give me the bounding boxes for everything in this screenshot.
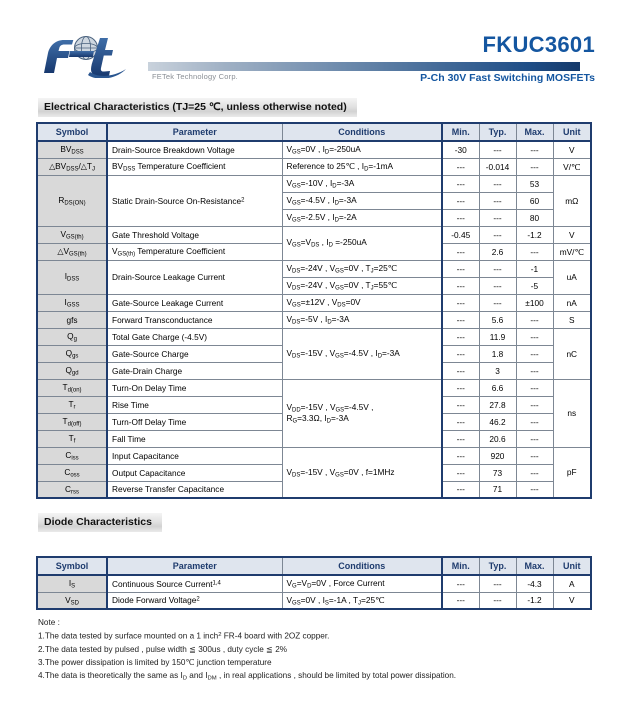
diode-cell-max: -1.2 — [516, 592, 553, 609]
diode-characteristics-table — [36, 556, 592, 610]
electrical-cell-parameter: $BV_{DSS}$ Temperature Coefficient — [107, 158, 282, 175]
electrical-cell-min: --- — [442, 396, 479, 413]
electrical-table-row — [37, 311, 591, 328]
electrical-cell-parameter: Gate-Source Charge — [107, 345, 282, 362]
electrical-cell-typ: 5.6 — [479, 311, 516, 328]
electrical-cell-max: --- — [516, 464, 553, 481]
electrical-cell-min: -30 — [442, 141, 479, 158]
electrical-cell-symbol: $\triangle V_{GS(th)}$ — [37, 243, 107, 260]
electrical-cell-symbol: $C_{iss}$ — [37, 447, 107, 464]
electrical-cell-min: --- — [442, 481, 479, 498]
electrical-cell-unit: nC — [553, 328, 591, 379]
electrical-cell-max: 80 — [516, 209, 553, 226]
electrical-cell-conditions: $V_{DD}=-15V$ , $V_{GS}=-4.5V$ , $R_G=3.3\Omega$, $I_D=-3A$ — [282, 379, 442, 447]
note-item: 4.The data is theoretically the same as $I_D$ and $I_{DM}$ , in real applications , should be limited by total power dissipation. — [38, 671, 457, 682]
electrical-cell-symbol: $T_{d(off)}$ — [37, 413, 107, 430]
electrical-cell-conditions: $V_{DS}=-15V$ , $V_{GS}=-4.5V$ , $I_D=-3A$ — [282, 328, 442, 379]
electrical-cell-typ: --- — [479, 209, 516, 226]
diode-col-header-parameter: Parameter — [107, 557, 282, 575]
electrical-cell-parameter: Rise Time — [107, 396, 282, 413]
electrical-cell-unit: pF — [553, 447, 591, 498]
electrical-cell-conditions: $V_{GS}=V_{DS}$ , $I_D =-250uA$ — [282, 226, 442, 260]
diode-cell-min: --- — [442, 592, 479, 609]
electrical-cell-unit: uA — [553, 260, 591, 294]
electrical-cell-conditions: $V_{DS}=-5V$ , $I_D=-3A$ — [282, 311, 442, 328]
electrical-cell-conditions: $V_{DS}=-24V$ , $V_{GS}=0V$ , $T_J=55℃$ — [282, 277, 442, 294]
electrical-cell-typ: --- — [479, 294, 516, 311]
electrical-table-row — [37, 175, 591, 192]
electrical-cell-conditions: $V_{GS}=-4.5V$ , $I_D=-3A$ — [282, 192, 442, 209]
electrical-cell-typ: 73 — [479, 464, 516, 481]
electrical-cell-typ: 6.6 — [479, 379, 516, 396]
electrical-characteristics-table — [36, 122, 592, 499]
electrical-cell-unit: nA — [553, 294, 591, 311]
electrical-cell-parameter: Input Capacitance — [107, 447, 282, 464]
electrical-cell-min: --- — [442, 192, 479, 209]
diode-col-header-typ: Typ. — [479, 557, 516, 575]
electrical-cell-min: --- — [442, 311, 479, 328]
electrical-cell-min: --- — [442, 260, 479, 277]
electrical-cell-unit: mV/℃ — [553, 243, 591, 260]
electrical-cell-typ: 3 — [479, 362, 516, 379]
col-header-symbol: Symbol — [37, 123, 107, 141]
electrical-cell-max: --- — [516, 311, 553, 328]
note-item: 3.The power dissipation is limited by 150℃ junction temperature — [38, 658, 272, 668]
electrical-cell-min: --- — [442, 175, 479, 192]
electrical-cell-max: 53 — [516, 175, 553, 192]
electrical-cell-max: --- — [516, 379, 553, 396]
col-header-parameter: Parameter — [107, 123, 282, 141]
electrical-cell-conditions: $V_{GS}=\pm 12V$ , $V_{DS}=0V$ — [282, 294, 442, 311]
electrical-table-row — [37, 379, 591, 396]
electrical-cell-parameter: Gate-Source Leakage Current — [107, 294, 282, 311]
diode-cell-min: --- — [442, 575, 479, 592]
electrical-cell-max: --- — [516, 396, 553, 413]
electrical-cell-min: --- — [442, 379, 479, 396]
electrical-cell-min: --- — [442, 413, 479, 430]
electrical-cell-max: --- — [516, 141, 553, 158]
electrical-cell-unit: V/℃ — [553, 158, 591, 175]
col-header-min: Min. — [442, 123, 479, 141]
electrical-cell-max: -1 — [516, 260, 553, 277]
electrical-cell-conditions: $V_{DS}=-15V$ , $V_{GS}=0V$ , f=1MHz — [282, 447, 442, 498]
electrical-cell-typ: 27.8 — [479, 396, 516, 413]
electrical-cell-symbol: $T_{d(on)}$ — [37, 379, 107, 396]
electrical-cell-symbol: $Q_{gs}$ — [37, 345, 107, 362]
electrical-table-row — [37, 158, 591, 175]
electrical-cell-typ: 46.2 — [479, 413, 516, 430]
electrical-cell-symbol: $\triangle BV_{DSS}/\triangle T_J$ — [37, 158, 107, 175]
diode-table-body — [37, 575, 591, 609]
electrical-cell-symbol: $T_r$ — [37, 396, 107, 413]
page-header — [0, 0, 625, 84]
electrical-cell-max: -1.2 — [516, 226, 553, 243]
electrical-cell-min: --- — [442, 345, 479, 362]
part-number: FKUC3601 — [482, 32, 595, 57]
electrical-cell-max: --- — [516, 328, 553, 345]
electrical-cell-symbol: $T_f$ — [37, 430, 107, 447]
diode-cell-max: -4.3 — [516, 575, 553, 592]
electrical-cell-typ: 20.6 — [479, 430, 516, 447]
col-header-max: Max. — [516, 123, 553, 141]
electrical-section-heading: Electrical Characteristics (TJ=25 ℃, unless otherwise noted) — [38, 98, 357, 117]
electrical-cell-max: --- — [516, 481, 553, 498]
diode-table-row — [37, 592, 591, 609]
electrical-table-row — [37, 294, 591, 311]
electrical-cell-max: ±100 — [516, 294, 553, 311]
electrical-cell-unit: ns — [553, 379, 591, 447]
electrical-cell-conditions: $V_{DS}=-24V$ , $V_{GS}=0V$ , $T_J=25℃$ — [282, 260, 442, 277]
electrical-cell-typ: 1.8 — [479, 345, 516, 362]
electrical-table-row — [37, 260, 591, 277]
diode-col-header-unit: Unit — [553, 557, 591, 575]
electrical-cell-max: --- — [516, 158, 553, 175]
electrical-cell-typ: --- — [479, 175, 516, 192]
electrical-cell-min: --- — [442, 294, 479, 311]
electrical-cell-parameter: $V_{GS(th)}$ Temperature Coefficient — [107, 243, 282, 260]
notes-heading: Note : — [38, 618, 60, 627]
electrical-cell-typ: -0.014 — [479, 158, 516, 175]
electrical-cell-symbol: $C_{rss}$ — [37, 481, 107, 498]
col-header-typ: Typ. — [479, 123, 516, 141]
header-gradient-bar — [148, 62, 580, 71]
electrical-cell-parameter: Drain-Source Leakage Current — [107, 260, 282, 294]
electrical-cell-unit: V — [553, 226, 591, 243]
electrical-cell-parameter: Forward Transconductance — [107, 311, 282, 328]
electrical-cell-unit: mΩ — [553, 175, 591, 226]
product-subtitle: P-Ch 30V Fast Switching MOSFETs — [420, 72, 595, 84]
electrical-section-heading-wrap — [0, 97, 357, 117]
electrical-cell-typ: 71 — [479, 481, 516, 498]
electrical-cell-typ: 920 — [479, 447, 516, 464]
electrical-cell-typ: 11.9 — [479, 328, 516, 345]
electrical-cell-typ: --- — [479, 141, 516, 158]
electrical-cell-max: --- — [516, 430, 553, 447]
notes-block — [38, 616, 598, 686]
electrical-cell-conditions: $V_{GS}=-2.5V$ , $I_D=-2A$ — [282, 209, 442, 226]
electrical-cell-typ: --- — [479, 226, 516, 243]
diode-cell-parameter: Diode Forward Voltage$^2$ — [107, 592, 282, 609]
col-header-unit: Unit — [553, 123, 591, 141]
note-item: 1.The data tested by surface mounted on a 1 inch$^2$ FR-4 board with 2OZ copper. — [38, 631, 330, 641]
electrical-cell-unit: S — [553, 311, 591, 328]
diode-table-header-row — [37, 557, 591, 575]
electrical-cell-unit: V — [553, 141, 591, 158]
electrical-cell-conditions: Reference to 25℃ , $I_D=-1mA$ — [282, 158, 442, 175]
electrical-cell-max: --- — [516, 413, 553, 430]
company-name: FETek Technology Corp. — [152, 72, 238, 81]
electrical-cell-min: --- — [442, 277, 479, 294]
electrical-cell-parameter: Turn-On Delay Time — [107, 379, 282, 396]
electrical-cell-symbol: $I_{GSS}$ — [37, 294, 107, 311]
electrical-cell-min: --- — [442, 430, 479, 447]
diode-cell-parameter: Continuous Source Current$^{1,4}$ — [107, 575, 282, 592]
electrical-table-row — [37, 226, 591, 243]
electrical-cell-max: 60 — [516, 192, 553, 209]
col-header-conditions: Conditions — [282, 123, 442, 141]
electrical-cell-parameter: Drain-Source Breakdown Voltage — [107, 141, 282, 158]
electrical-table-body — [37, 141, 591, 498]
electrical-cell-min: --- — [442, 243, 479, 260]
electrical-cell-parameter: Fall Time — [107, 430, 282, 447]
diode-cell-typ: --- — [479, 592, 516, 609]
electrical-cell-max: -5 — [516, 277, 553, 294]
diode-col-header-conditions: Conditions — [282, 557, 442, 575]
diode-section-heading: Diode Characteristics — [38, 513, 162, 532]
electrical-cell-max: --- — [516, 345, 553, 362]
electrical-cell-symbol: $V_{GS(th)}$ — [37, 226, 107, 243]
electrical-cell-max: --- — [516, 447, 553, 464]
electrical-cell-symbol: $Q_g$ — [37, 328, 107, 345]
electrical-cell-min: --- — [442, 328, 479, 345]
electrical-cell-symbol: gfs — [37, 311, 107, 328]
electrical-cell-min: --- — [442, 447, 479, 464]
electrical-cell-parameter: Output Capacitance — [107, 464, 282, 481]
electrical-cell-parameter: Turn-Off Delay Time — [107, 413, 282, 430]
electrical-cell-parameter: Static Drain-Source On-Resistance$^2$ — [107, 175, 282, 226]
fetek-logo — [34, 36, 146, 78]
notes-list — [38, 629, 598, 686]
electrical-cell-symbol: $I_{DSS}$ — [37, 260, 107, 294]
diode-cell-unit: V — [553, 592, 591, 609]
electrical-cell-max: --- — [516, 243, 553, 260]
electrical-table-row — [37, 447, 591, 464]
electrical-cell-symbol: $R_{DS(ON)}$ — [37, 175, 107, 226]
diode-cell-unit: A — [553, 575, 591, 592]
diode-table-row — [37, 575, 591, 592]
electrical-cell-symbol: $C_{oss}$ — [37, 464, 107, 481]
electrical-cell-typ: 2.6 — [479, 243, 516, 260]
diode-col-header-min: Min. — [442, 557, 479, 575]
electrical-cell-min: --- — [442, 464, 479, 481]
diode-cell-typ: --- — [479, 575, 516, 592]
diode-cell-symbol: $I_S$ — [37, 575, 107, 592]
fetek-logo-icon — [34, 36, 146, 78]
electrical-cell-min: --- — [442, 209, 479, 226]
electrical-cell-symbol: $BV_{DSS}$ — [37, 141, 107, 158]
note-item: 2.The data tested by pulsed , pulse width ≦ 300us , duty cycle ≦ 2% — [38, 645, 288, 655]
electrical-cell-typ: --- — [479, 260, 516, 277]
diode-cell-symbol: $V_{SD}$ — [37, 592, 107, 609]
electrical-table-row — [37, 328, 591, 345]
electrical-cell-conditions: $V_{GS}=-10V$ , $I_D=-3A$ — [282, 175, 442, 192]
electrical-cell-min: --- — [442, 362, 479, 379]
diode-section-heading-wrap — [0, 512, 162, 532]
electrical-cell-max: --- — [516, 362, 553, 379]
diode-cell-conditions: $V_G=V_D=0V$ , Force Current — [282, 575, 442, 592]
electrical-cell-parameter: Gate Threshold Voltage — [107, 226, 282, 243]
electrical-cell-parameter: Total Gate Charge (-4.5V) — [107, 328, 282, 345]
diode-col-header-max: Max. — [516, 557, 553, 575]
electrical-cell-parameter: Reverse Transfer Capacitance — [107, 481, 282, 498]
electrical-cell-typ: --- — [479, 192, 516, 209]
electrical-table-row — [37, 141, 591, 158]
table-header-row — [37, 123, 591, 141]
diode-cell-conditions: $V_{GS}=0V$ , $I_S=-1A$ , $T_J=25℃$ — [282, 592, 442, 609]
electrical-cell-parameter: Gate-Drain Charge — [107, 362, 282, 379]
electrical-cell-min: -0.45 — [442, 226, 479, 243]
electrical-cell-min: --- — [442, 158, 479, 175]
diode-col-header-symbol: Symbol — [37, 557, 107, 575]
electrical-cell-typ: --- — [479, 277, 516, 294]
electrical-cell-conditions: $V_{GS}=0V$ , $I_D=-250uA$ — [282, 141, 442, 158]
electrical-cell-symbol: $Q_{gd}$ — [37, 362, 107, 379]
